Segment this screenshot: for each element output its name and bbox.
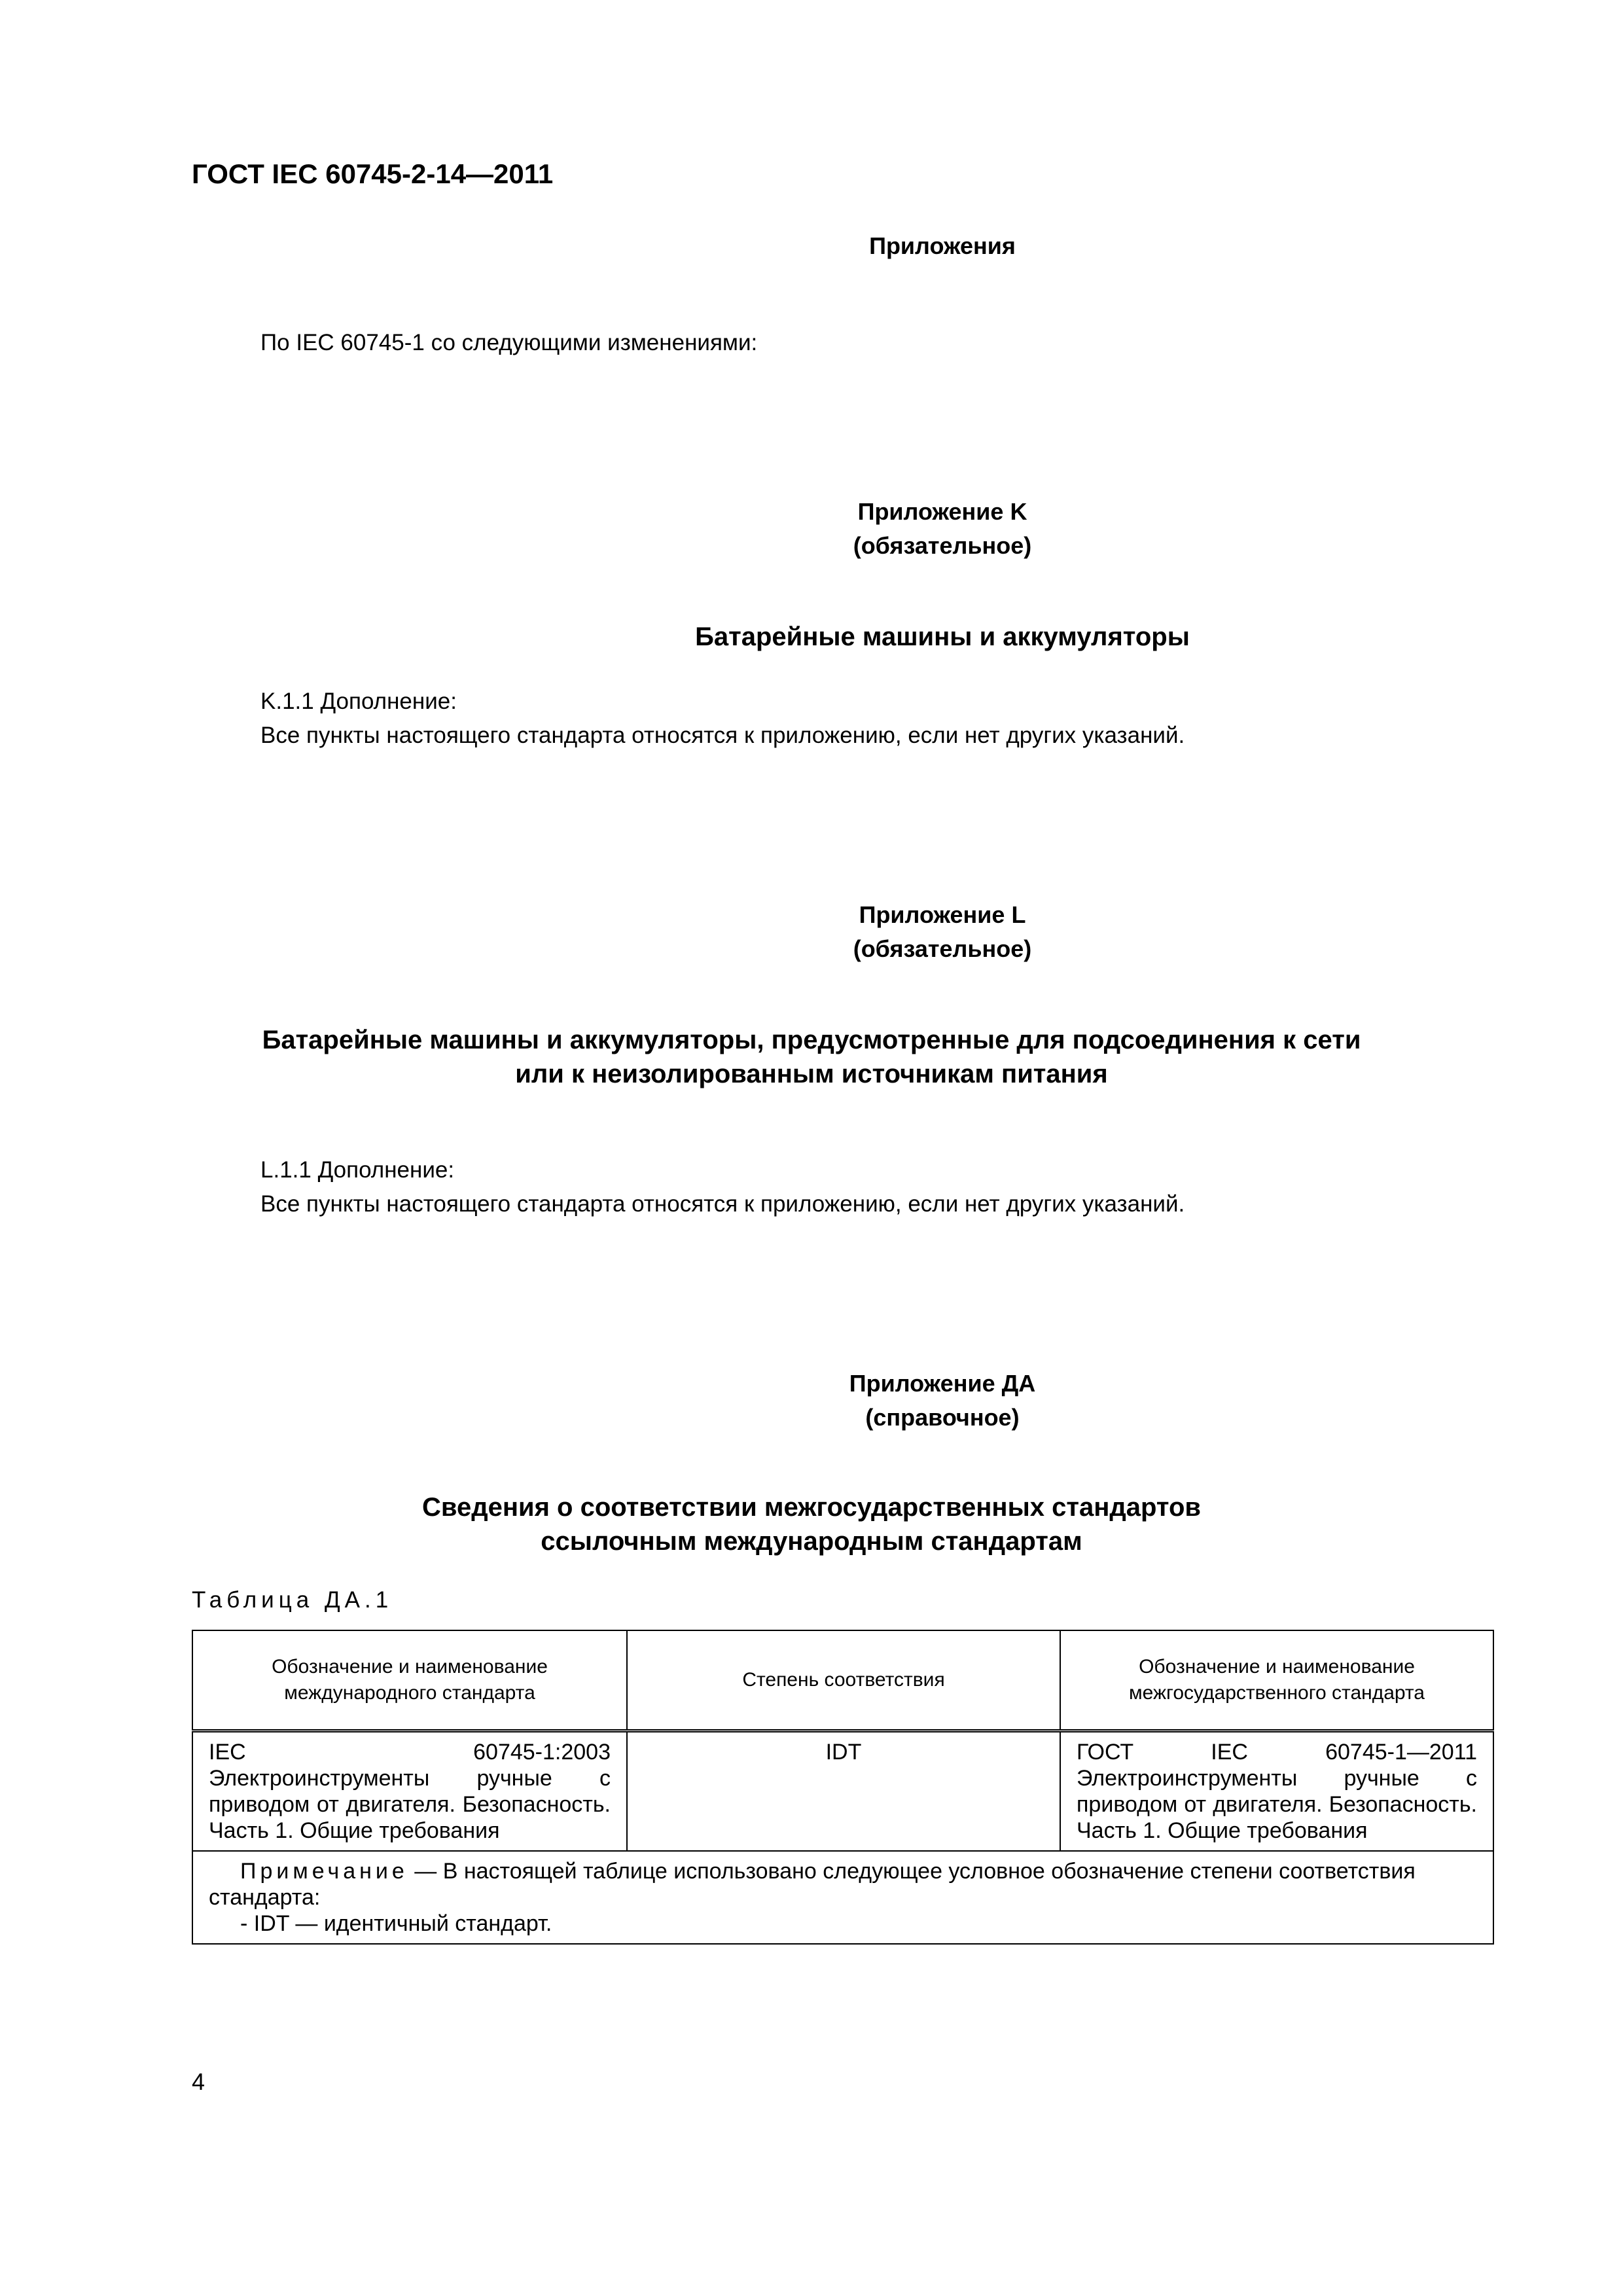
correspondence-table xyxy=(192,1630,1494,1945)
document-code: ГОСТ IEC 60745-2-14—2011 xyxy=(192,158,554,189)
annex-l-title-line2: или к неизолированным источникам питания xyxy=(515,1060,1108,1088)
cell-international-standard: IEC 60745-1:2003 Электроинструменты ручные с приводом от двигателя. Безопасность. Часть 1. Общие требования xyxy=(192,1731,627,1852)
table-note-row xyxy=(192,1851,1493,1944)
note-text: — В настоящей таблице использовано следующее условное обозначение степени соответствия стандарта: xyxy=(209,1859,1416,1910)
header-degree-of-correspondence: Степень соответствия xyxy=(627,1630,1060,1731)
annex-l-text: Все пункты настоящего стандарта относятся к приложению, если нет других указаний. xyxy=(260,1191,1185,1217)
annex-k-title: Батарейные машины и аккумуляторы xyxy=(695,622,1190,651)
annex-l-name: Приложение L xyxy=(859,901,1026,928)
cell-interstate-standard: ГОСТ IEC 60745-1—2011 Электроинструменты ручные с приводом от двигателя. Безопасность. Часть 1. Общие требования xyxy=(1060,1731,1493,1852)
appendices-intro: По IEC 60745-1 со следующими изменениями: xyxy=(260,330,758,355)
annex-k-status: (обязательное) xyxy=(853,532,1032,559)
annex-l-clause: L.1.1 Дополнение: xyxy=(260,1157,455,1183)
note-label: Примечание xyxy=(240,1859,408,1884)
annex-k-clause: K.1.1 Дополнение: xyxy=(260,689,457,714)
table-row xyxy=(192,1731,1493,1852)
annex-l-status: (обязательное) xyxy=(853,935,1032,962)
annex-da-title-line1: Сведения о соответствии межгосударственных стандартов xyxy=(422,1493,1201,1522)
annex-l-title-line1: Батарейные машины и аккумуляторы, предусмотренные для подсоединения к сети xyxy=(262,1026,1361,1054)
table-label: Таблица ДА.1 xyxy=(192,1587,393,1613)
header-interstate-standard: Обозначение и наименование межгосударственного стандарта xyxy=(1060,1630,1493,1731)
table-note xyxy=(192,1851,1493,1944)
annex-da-name: Приложение ДА xyxy=(849,1370,1036,1397)
page-number: 4 xyxy=(192,2068,205,2095)
appendices-title: Приложения xyxy=(869,232,1016,259)
table-header-row xyxy=(192,1630,1493,1731)
annex-k-name: Приложение K xyxy=(857,498,1027,525)
annex-k-text: Все пункты настоящего стандарта относятся к приложению, если нет других указаний. xyxy=(260,723,1185,748)
note-item: - IDT — идентичный стандарт. xyxy=(240,1911,552,1936)
cell-degree: IDT xyxy=(627,1731,1060,1852)
header-international-standard: Обозначение и наименование международного стандарта xyxy=(192,1630,627,1731)
annex-da-title-line2: ссылочным международным стандартам xyxy=(541,1527,1082,1556)
annex-da-status: (справочное) xyxy=(865,1404,1020,1431)
